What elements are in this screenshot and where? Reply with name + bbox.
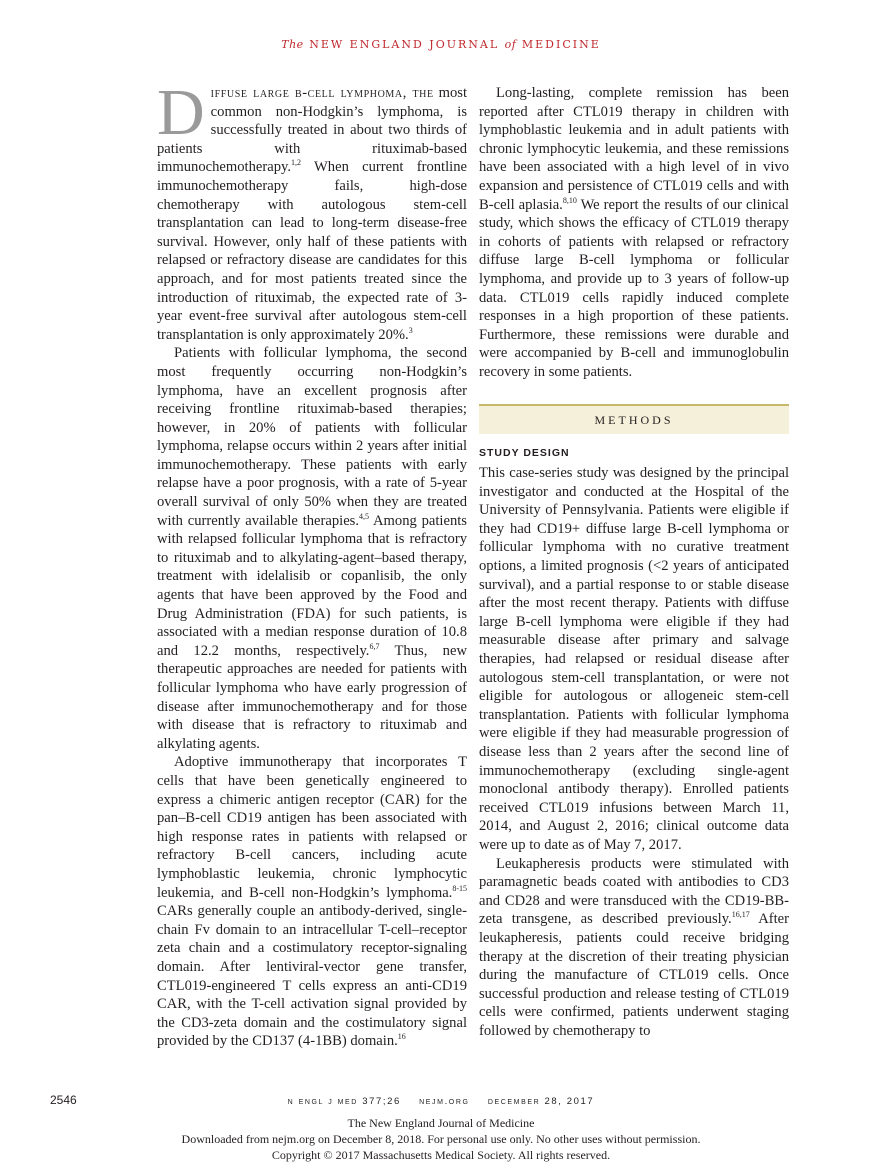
paragraph-leukapheresis: Leukapheresis products were stimulated with paramagnetic beads coated with antibodies to CD3 and CD28 and were transduced with the CD19-BB-zeta transgene, as described previously.$^{16,17}$ After leukapheresis, patients could receive bridging therapy at the discretion of their treating physician during the manufacture of CTL019 cells. Once successful production and release testing of CTL019 cells were confirmed, patients underwent staging followed by chemotherapy to [479, 855, 790, 1039]
footer-site[interactable]: nejm.org [419, 1096, 470, 1107]
running-head-of: of [504, 38, 517, 51]
paragraph-remission: Long-lasting, complete remission has been reported after CTL019 therapy in children with lymphoblastic leukemia and in adult patients with chronic lymphocytic leukemia, and these remissions have been associated with a high level of in vivo expansion and persistence of CTL019 cells and with B-cell aplasia.$^{8,10}$ We report the results of our clinical study, which shows the efficacy of CTL019 therapy in cohorts of patients with relapsed or refractory diffuse large B-cell lymphoma or follicular lymphoma, and provide up to 3 years of follow-up data. CTL019 cells rapidly induced complete responses in a high proportion of these patients. Furthermore, these remissions were durable and were accompanied by B-cell and immunoglobulin recovery in some patients. [479, 85, 789, 380]
running-head-the: The [281, 38, 304, 51]
page-number: 2546 [50, 1093, 77, 1107]
running-head-journal: NEW ENGLAND JOURNAL [309, 38, 500, 51]
footer-citation-line [0, 1096, 882, 1107]
paragraph-adoptive-immunotherapy: Adoptive immunotherapy that incorporates T cells that have been genetically engineered to express a chimeric antigen receptor (CAR) for the pan–B-cell CD19 antigen has been associated with high response rates in patients with relapsed or refractory B-cell cancers, including acute lymphoblastic leukemia, chronic lymphocytic leukemia, and B-cell non-Hodgkin’s lymphoma.$^{8-15}$ CARs generally couple an antibody-derived, single-chain Fv domain to an intracellular T-cell–receptor zeta chain and a costimulatory receptor-signaling domain. After lentiviral-vector gene transfer, CTL019-engineered T cells express an anti-CD19 CAR, with the T-cell activation signal provided by the CD3-zeta domain and the costimulatory signal provided by the CD137 (4-1BB) domain.$^{16}$ [157, 754, 467, 1050]
footer-download-notice: Downloaded from nejm.org on December 8, 2018. For personal use only. No other uses without permission. [181, 1132, 701, 1146]
footer-date: december 28, 2017 [487, 1096, 595, 1107]
paragraph-study-design: This case-series study was designed by the principal investigator and conducted at the Hospital of the University of Pennsylvania. Patients were eligible if they had CD19+ diffuse large B-cell lymphoma or follicular lymphoma with no curative treatment options, a limited prognosis (<2 years of anticipated survival), and a partial response to or stable disease after the most recent therapy. Patients with diffuse large B-cell lymphoma were eligible if they had measurable disease after primary and salvage therapies, had relapsed or residual disease after autologous stem-cell transplantation, or were not eligible for autologous or allogeneic stem-cell transplantation. Patients with follicular lymphoma were eligible if they had measurable progression of disease less than 2 years after the second line of immunochemotherapy (excluding single-agent monoclonal antibody therapy). Enrolled patients received CTL019 infusions between March 11, 2014, and August 2, 2016; clinical outcome data were up to date as of May 7, 2017. [479, 465, 789, 853]
reference-link[interactable]: 6,7 [369, 641, 380, 651]
running-head [0, 38, 882, 51]
reference-link[interactable]: 8,10 [562, 195, 577, 205]
intro-paragraph: Diffuse large b-cell lymphoma, the most common non-Hodgkin’s lymphoma, is successfully treated in about two thirds of patients with rituximab-based immunochemotherapy.$^{1,2}$ When current frontline immunochemotherapy fails, high-dose chemotherapy with autologous stem-cell transplantation can lead to long-term disease-free survival. However, only half of these patients with relapsed or refractory disease are candidates for this approach, and for most patients treated since the introduction of rituximab, the expected rate of 3-year event-free survival after autologous stem-cell transplantation is only approximately 20%.$^3$ [157, 76, 468, 343]
left-column [157, 76, 468, 1051]
footer-journal-name: The New England Journal of Medicine [347, 1116, 535, 1130]
reference-link[interactable]: 16,17 [731, 910, 750, 920]
footer-copyright: Copyright © 2017 Massachusetts Medical Society. All rights reserved. [271, 1148, 611, 1162]
reference-link[interactable]: 8-15 [452, 883, 467, 893]
right-column [479, 84, 789, 1041]
reference-link[interactable]: 1,2 [291, 158, 302, 168]
reference-link[interactable]: 16 [397, 1032, 406, 1042]
reference-link[interactable]: 4,5 [359, 511, 370, 521]
methods-section-heading: METHODS [479, 404, 789, 434]
footer-citation: n engl j med 377;26 [287, 1096, 401, 1107]
paragraph-follicular: Patients with follicular lymphoma, the second most frequently occurring non-Hodgkin’s lymphoma, have an excellent prognosis after receiving frontline rituximab-based therapies; however, in 20% of patients with follicular lymphoma, relapse occurs within 2 years after initial immunochemotherapy. These patients with early relapse have a poor prognosis, with a rate of 5-year overall survival of only 50% when they are treated with currently available therapies.$^{4,5}$ Among patients with relapsed follicular lymphoma that is refractory to rituximab and to alkylating-agent–based therapy, treatment with idelalisib or copanlisib, the only agents that have been approved by the Food and Drug Administration (FDA) for such patients, is associated with a median response duration of 10.8 and 12.2 months, respectively.$^{6,7}$ Thus, new therapeutic approaches are needed for patients with follicular lymphoma who have early progression of disease after immunochemotherapy and for those with disease that is refractory to rituximab and alkylating agents. [157, 345, 467, 752]
running-head-medicine: MEDICINE [521, 38, 601, 51]
drop-cap: D [157, 76, 205, 149]
study-design-subheading: STUDY DESIGN [479, 446, 570, 459]
lead-in: iffuse large b-cell lymphoma, the [210, 85, 434, 101]
reference-link[interactable]: 3 [408, 325, 413, 335]
